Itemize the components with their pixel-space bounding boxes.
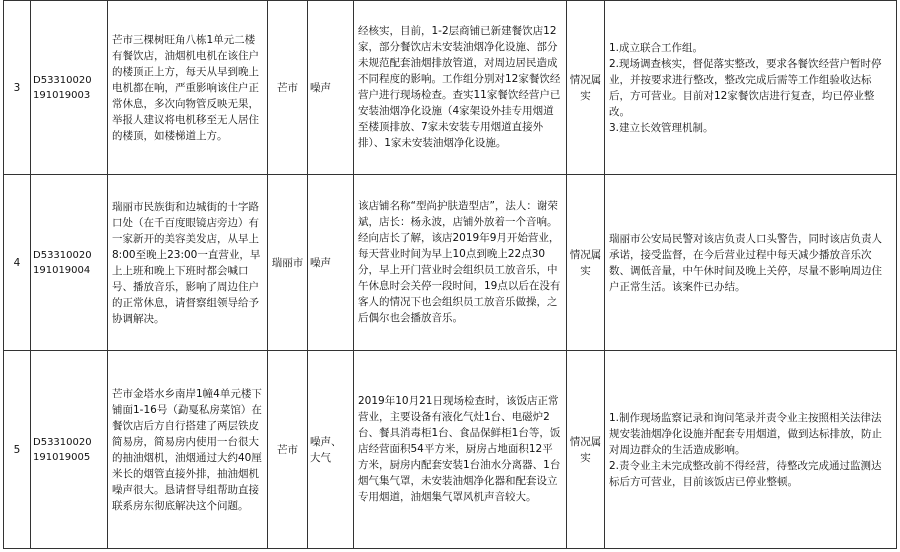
row-number: 5 [4, 351, 31, 549]
table-row [4, 175, 897, 351]
pollution-type: 噪声、大气 [308, 351, 354, 549]
case-code: D53310020 191019003 [31, 1, 108, 175]
handling-measures: 瑞丽市公安局民警对该店负责人口头警告，同时该店负责人承诺，接受监督，在今后营业过程中每天减少播放音乐次数、调低音量，中午休时间及晚上关停，尽量不影响周边住户正常生活。该案件已办结。 [605, 175, 897, 351]
city-cell: 芒市 [268, 1, 308, 175]
city-cell: 瑞丽市 [268, 175, 308, 351]
verification-status: 情况属实 [567, 351, 605, 549]
complaint-content: 瑞丽市民族街和边城街的十字路口处（在千百度眼镜店旁边）有一家新开的美容美发店，从早上8:00至晚上23:00一直营业，早上上班和晚上下班时都会喊口号、播放音乐，影响了周边住户的正常休息，请督察组领导给予协调解决。 [108, 175, 268, 351]
investigation-result: 2019年10月21日现场检查时，该饭店正常营业，主要设备有液化气灶1台、电磁炉2台、餐具消毒柜1台、食品保鲜柜1台等，饭店经营面积54平方米，厨房占地面积12平方米，厨房内配套安装1台油水分离器、1台烟气集气罩，未安装油烟净化器和配套设立专用烟道，油烟集气罩风机声音较大。 [354, 351, 567, 549]
handling-measures: 1.制作现场监察记录和询问笔录并责令业主按照相关法律法规安装油烟净化设施并配套专用烟道，做到达标排放，防止对周边群众的生活造成影响。 2.责令业主未完成整改前不得经营，待整改完成通过监测达标后方可营业，目前该饭店已停业整顿。 [605, 351, 897, 549]
verification-status: 情况属实 [567, 175, 605, 351]
pollution-type: 噪声 [308, 175, 354, 351]
pollution-type: 噪声 [308, 1, 354, 175]
complaint-content: 芒市金塔水乡南岸1幢4单元楼下铺面1-16号（勐戛私房菜馆）在餐饮店后方自行搭建了两层铁皮简易房，简易房内使用一台很大的抽油烟机，油烟通过大约40厘米长的烟管直接外排，抽油烟机噪声很大。恳请督导组帮助直接联系房东彻底解决这个问题。 [108, 351, 268, 549]
city-cell: 芒市 [268, 351, 308, 549]
case-code: D53310020 191019005 [31, 351, 108, 549]
row-number: 3 [4, 1, 31, 175]
row-number: 4 [4, 175, 31, 351]
complaint-content: 芒市三棵树旺角八栋1单元二楼有餐饮店，油烟机电机在该住户的楼顶正上方，每天从早到晚上电机都在响，严重影响该住户正常休息，多次向物管反映无果，举报人建议将电机移至无人居住的楼顶，如楼梯道上方。 [108, 1, 268, 175]
table-row [4, 351, 897, 549]
complaint-table [3, 0, 897, 549]
table-row [4, 1, 897, 175]
case-code: D53310020 191019004 [31, 175, 108, 351]
handling-measures: 1.成立联合工作组。 2.现场调查核实，督促落实整改，要求各餐饮经营户暂时停业，并按要求进行整改，整改完成后需等工作组验收达标后，方可营业。目前对12家餐饮店进行复查，均已停业整改。 3.建立长效管理机制。 [605, 1, 897, 175]
investigation-result: 该店铺名称“型尚护肤造型店”，法人：谢荣斌，店长：杨永波，店铺外放着一个音响。经向店长了解，该店2019年9月开始营业，每天营业时间为早上10点到晚上22点30分，早上开门营业时会组织员工放音乐，中午休息时会关停一段时间，19点以后在没有客人的情况下也会组织员工放音乐做操，之后偶尔也会播放音乐。 [354, 175, 567, 351]
verification-status: 情况属实 [567, 1, 605, 175]
investigation-result: 经核实，目前，1-2层商铺已新建餐饮店12家，部分餐饮店未安装油烟净化设施、部分未规范配套油烟排放管道，对周边居民造成不同程度的影响。工作组分别对12家餐饮经营户进行现场检查。查实11家餐饮经营户已安装油烟净化设施（4家架设外挂专用烟道至楼顶排放、7家未安装专用烟道直接外排）、1家未安装油烟净化设施。 [354, 1, 567, 175]
